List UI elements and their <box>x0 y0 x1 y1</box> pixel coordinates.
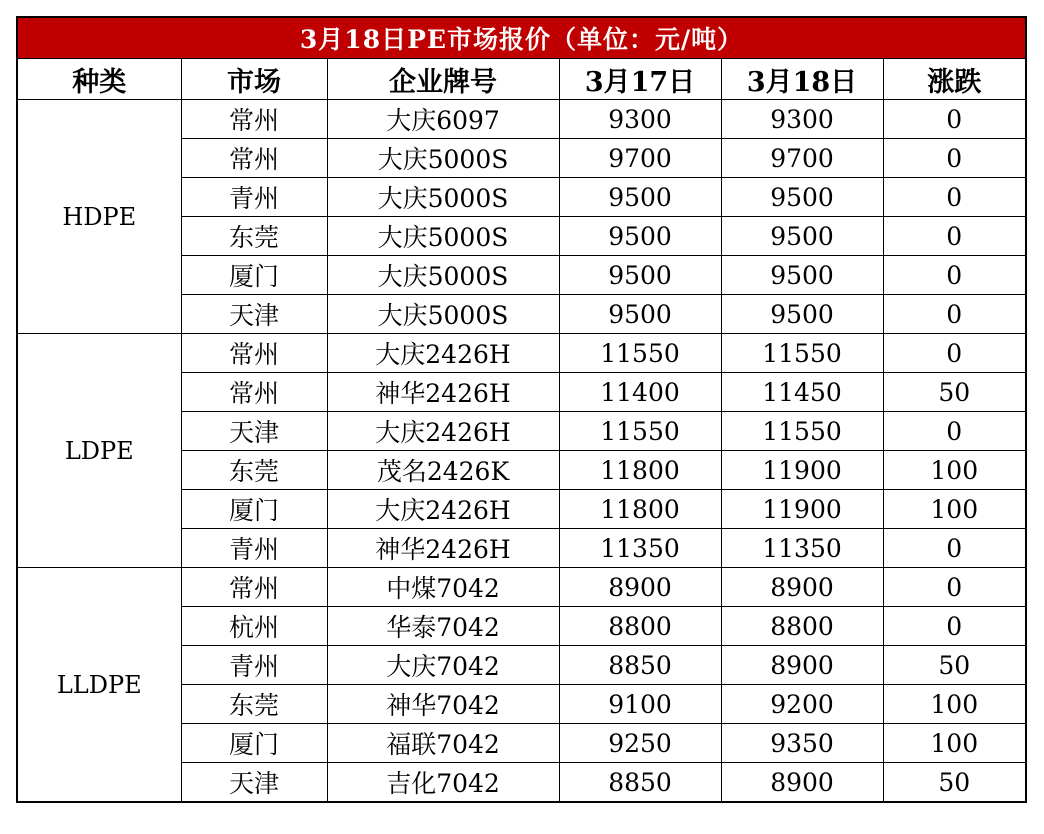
column-header-type: 种类 <box>17 59 181 100</box>
mar17-price-cell: 9250 <box>559 724 721 763</box>
change-cell: 0 <box>883 412 1026 451</box>
change-cell: 0 <box>883 295 1026 334</box>
mar18-price-cell: 11550 <box>721 334 883 373</box>
change-cell: 0 <box>883 100 1026 139</box>
grade-cell: 神华2426H <box>327 373 559 412</box>
table-title: 3月18日PE市场报价（单位：元/吨） <box>17 17 1026 59</box>
grade-cell: 大庆2426H <box>327 334 559 373</box>
change-cell: 0 <box>883 217 1026 256</box>
mar18-price-cell: 9350 <box>721 724 883 763</box>
change-cell: 0 <box>883 607 1026 646</box>
mar17-price-cell: 8800 <box>559 607 721 646</box>
market-cell: 青州 <box>181 646 327 685</box>
market-cell: 东莞 <box>181 451 327 490</box>
mar18-price-cell: 9200 <box>721 685 883 724</box>
mar18-price-cell: 9500 <box>721 256 883 295</box>
grade-cell: 吉化7042 <box>327 763 559 803</box>
mar17-price-cell: 11550 <box>559 412 721 451</box>
market-cell: 杭州 <box>181 607 327 646</box>
column-header-mar17: 3月17日 <box>559 59 721 100</box>
change-cell: 0 <box>883 334 1026 373</box>
mar17-price-cell: 11800 <box>559 451 721 490</box>
grade-cell: 茂名2426K <box>327 451 559 490</box>
grade-cell: 福联7042 <box>327 724 559 763</box>
mar18-price-cell: 11450 <box>721 373 883 412</box>
type-cell: HDPE <box>17 100 181 334</box>
change-cell: 100 <box>883 724 1026 763</box>
market-cell: 常州 <box>181 334 327 373</box>
market-cell: 常州 <box>181 568 327 607</box>
column-header-market: 市场 <box>181 59 327 100</box>
market-cell: 厦门 <box>181 724 327 763</box>
mar18-price-cell: 9500 <box>721 178 883 217</box>
mar17-price-cell: 11550 <box>559 334 721 373</box>
grade-cell: 大庆2426H <box>327 412 559 451</box>
change-cell: 0 <box>883 256 1026 295</box>
mar17-price-cell: 8900 <box>559 568 721 607</box>
table-row <box>17 568 1026 607</box>
mar18-price-cell: 11900 <box>721 451 883 490</box>
mar17-price-cell: 9100 <box>559 685 721 724</box>
mar18-price-cell: 9700 <box>721 139 883 178</box>
grade-cell: 神华7042 <box>327 685 559 724</box>
market-cell: 天津 <box>181 412 327 451</box>
mar17-price-cell: 9500 <box>559 178 721 217</box>
market-cell: 东莞 <box>181 217 327 256</box>
mar17-price-cell: 11800 <box>559 490 721 529</box>
change-cell: 0 <box>883 139 1026 178</box>
mar17-price-cell: 8850 <box>559 646 721 685</box>
mar17-price-cell: 11350 <box>559 529 721 568</box>
mar18-price-cell: 11350 <box>721 529 883 568</box>
type-cell: LLDPE <box>17 568 181 803</box>
market-cell: 青州 <box>181 529 327 568</box>
grade-cell: 神华2426H <box>327 529 559 568</box>
table-row <box>17 100 1026 139</box>
price-table <box>16 16 1027 803</box>
grade-cell: 大庆5000S <box>327 139 559 178</box>
grade-cell: 大庆7042 <box>327 646 559 685</box>
table-row <box>17 334 1026 373</box>
market-cell: 天津 <box>181 763 327 803</box>
market-cell: 青州 <box>181 178 327 217</box>
mar17-price-cell: 9500 <box>559 217 721 256</box>
change-cell: 0 <box>883 568 1026 607</box>
mar18-price-cell: 8800 <box>721 607 883 646</box>
table-body <box>17 100 1026 803</box>
market-cell: 厦门 <box>181 256 327 295</box>
market-cell: 常州 <box>181 373 327 412</box>
mar17-price-cell: 9700 <box>559 139 721 178</box>
mar17-price-cell: 11400 <box>559 373 721 412</box>
change-cell: 50 <box>883 763 1026 803</box>
grade-cell: 大庆6097 <box>327 100 559 139</box>
mar17-price-cell: 9500 <box>559 295 721 334</box>
grade-cell: 大庆5000S <box>327 295 559 334</box>
mar18-price-cell: 8900 <box>721 763 883 803</box>
column-header-change: 涨跌 <box>883 59 1026 100</box>
mar18-price-cell: 11900 <box>721 490 883 529</box>
mar18-price-cell: 11550 <box>721 412 883 451</box>
grade-cell: 大庆5000S <box>327 256 559 295</box>
grade-cell: 中煤7042 <box>327 568 559 607</box>
market-cell: 常州 <box>181 139 327 178</box>
table-title-row <box>17 17 1026 59</box>
grade-cell: 大庆5000S <box>327 178 559 217</box>
change-cell: 100 <box>883 490 1026 529</box>
column-header-grade: 企业牌号 <box>327 59 559 100</box>
mar18-price-cell: 9300 <box>721 100 883 139</box>
mar18-price-cell: 9500 <box>721 217 883 256</box>
type-cell: LDPE <box>17 334 181 568</box>
mar18-price-cell: 8900 <box>721 646 883 685</box>
mar18-price-cell: 9500 <box>721 295 883 334</box>
mar17-price-cell: 9300 <box>559 100 721 139</box>
mar18-price-cell: 8900 <box>721 568 883 607</box>
market-cell: 厦门 <box>181 490 327 529</box>
grade-cell: 大庆5000S <box>327 217 559 256</box>
column-header-mar18: 3月18日 <box>721 59 883 100</box>
change-cell: 100 <box>883 451 1026 490</box>
grade-cell: 大庆2426H <box>327 490 559 529</box>
change-cell: 0 <box>883 529 1026 568</box>
mar17-price-cell: 8850 <box>559 763 721 803</box>
grade-cell: 华泰7042 <box>327 607 559 646</box>
market-cell: 常州 <box>181 100 327 139</box>
mar17-price-cell: 9500 <box>559 256 721 295</box>
change-cell: 0 <box>883 178 1026 217</box>
market-cell: 天津 <box>181 295 327 334</box>
change-cell: 100 <box>883 685 1026 724</box>
market-cell: 东莞 <box>181 685 327 724</box>
change-cell: 50 <box>883 373 1026 412</box>
change-cell: 50 <box>883 646 1026 685</box>
table-header-row <box>17 59 1026 100</box>
